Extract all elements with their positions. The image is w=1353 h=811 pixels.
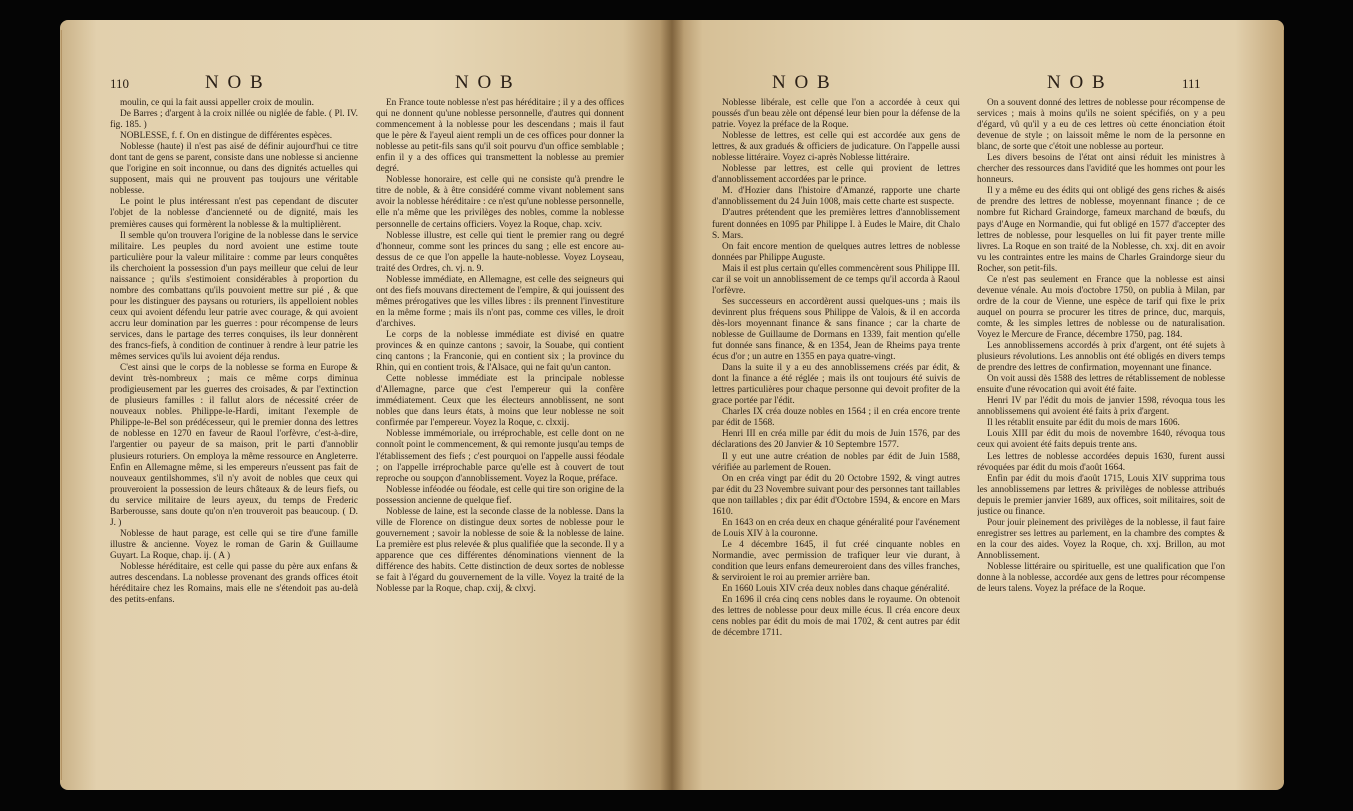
paragraph: Noblesse littéraire ou spirituelle, est une qualification que l'on donne à la noblesse, accordée aux gens de lettres pour récompense de leurs talens. Voyez la préface de la Roque. [977,561,1225,595]
paragraph: De Barres ; d'argent à la croix nillée ou niglée de fable. ( Pl. IV. fig. 185. ) [110,109,358,131]
paragraph: Les lettres de noblesse accordées depuis 1630, furent aussi révoquées par édit du mois d'août 1664. [977,451,1225,473]
book-gutter [660,20,684,790]
paragraph: Noblesse immémoriale, ou irréprochable, est celle dont on ne connoît point le commencement, & qui remonte jusqu'au temps de l'établissement des fiefs ; c'est pourquoi on l'appelle aussi féodale ; on l'appelle irréprochable parce qu'elle est à couvert de tout reproche ou soupçon d'annoblissement. Voyez la Roque, préface. [376,429,624,484]
text-column [712,98,960,738]
paragraph: En France toute noblesse n'est pas héréditaire ; il y a des offices qui ne donnent qu'une noblesse personnelle, d'autres qui donnent commencement à la noblesse pour les descendans ; mais il faut que le père & l'ayeul aient rempli un de ces offices pour donner la noblesse au petit-fils sans qu'il soit pourvu d'un office semblable ; enfin il y a des offices qui transmettent la noblesse au premier degré. [376,98,624,175]
paragraph: On en créa vingt par édit du 20 Octobre 1592, & vingt autres par édit du 23 Novembre suivant pour des personnes tant taillables que non taillables ; dix par édit d'Octobre 1594, & encore en Mars 1610. [712,473,960,517]
paragraph: Ce n'est pas seulement en France que la noblesse est ainsi devenue vénale. Au mois d'octobre 1750, on publia à Milan, par ordre de la cour de Vienne, une espèce de tarif qui fixe le prix auquel on pourra se procurer les titres de prince, duc, marquis, comte, & les simples lettres de noblesse ou de naturalisation. Voyez le Mercure de France, décembre 1750, pag. 184. [977,274,1225,340]
running-head: N O B [772,72,832,93]
paragraph: Enfin par édit du mois d'août 1715, Louis XIV supprima tous les annoblissemens par lettres & privilèges de noblesse attribués depuis le premier janvier 1689, aux offices, soit militaires, soit de justice ou finance. [977,473,1225,517]
paragraph: Noblesse de haut parage, est celle qui se tire d'une famille illustre & ancienne. Voyez le roman de Garin & Guillaume Guyart. La Roque, chap. ij. ( A ) [110,528,358,561]
text-column [977,98,1225,738]
paragraph: Noblesse illustre, est celle qui tient le premier rang ou degré d'honneur, comme sont les princes du sang ; elle est encore au-dessus de ce que l'on appelle la haute-noblesse. Voyez Loyseau, traité des Ordres, ch. vj. n. 9. [376,230,624,274]
text-column [376,98,624,738]
paragraph: Il y a même eu des édits qui ont obligé des gens riches & aisés de prendre des lettres de noblesse, moyennant finance ; de ce nombre fut Richard Graindorge, fameux marchand de bœufs, du pays d'Auge en Normandie, qui fut obligé en 1577 d'accepter des lettres de noblesse, pour lesquelles on lui fit payer trente mille livres. La Roque en son traité de la Noblesse, ch. xxj. dit en avoir vu les contraintes entre les mains de Charles Graindorge sieur du Rocher, son petit-fils. [977,186,1225,274]
running-head: N O B [205,72,265,93]
paragraph: M. d'Hozier dans l'histoire d'Amanzé, rapporte une charte d'annoblissement du 24 Juin 1008, mais cette charte est suspecte. [712,186,960,208]
paragraph: Le 4 décembre 1645, il fut créé cinquante nobles en Normandie, avec permission de trafiquer leur vie durant, à condition que leurs enfans demeureroient dans des villes franches, & serviroient le roi au premier arrière ban. [712,539,960,584]
paragraph: Noblesse libérale, est celle que l'on a accordée à ceux qui poussés d'un beau zèle ont dépensé leur bien pour la défense de la patrie. Voyez la préface de la Roque. [712,98,960,131]
paragraph: Il les rétablit ensuite par édit du mois de mars 1606. [987,418,1180,429]
paragraph: Henri IV par l'édit du mois de janvier 1598, révoqua tous les annoblissemens qui avoient été faits à prix d'argent. [977,396,1225,418]
paragraph: Il semble qu'on trouvera l'origine de la noblesse dans le service militaire. Les peuples du nord avoient une estime toute particulière pour la valeur militaire : comme par leurs conquêtes ils cherchoient la possession d'un pays meilleur que celui de leur naissance ; qu'ils s'estimoient considérables à proportion du nombre des combattans qu'ils pouvoient mettre sur pié , & que pour les distinguer des paysans ou roturiers, ils appelloient nobles ceux qui avoient défendu leur patrie avec courage, & qui avoient accru leur domination par les guerres : pour récompense de leurs services, dans le partage des terres conquises, ils leur donnèrent des francs-fiefs, à condition de continuer à rendre à leur patrie les mêmes services qu'ils lui avoient déja rendus. [110,230,358,363]
paragraph: Le corps de la noblesse immédiate est divisé en quatre provinces & en quinze cantons ; savoir, la Souabe, qui contient cinq cantons ; la Franconie, qui en contient six ; la province du Rhin, qui en contient trois, & l'Alsace, qui ne fait qu'un canton. [376,329,624,374]
paragraph: Charles IX créa douze nobles en 1564 ; il en créa encore trente par édit de 1568. [712,407,960,429]
right-page-edge [1282,30,1284,780]
paragraph: En 1696 il créa cinq cens nobles dans le royaume. On obtenoit des lettres de noblesse pour deux mille écus. Il créa encore deux cens nobles par édit du mois de mai 1702, & cent autres par édit de décembre 1711. [712,595,960,639]
right-page-header [712,72,1232,96]
paragraph: NOBLESSE, f. f. On en distingue de différentes espèces. [120,131,333,142]
paragraph: Noblesse immédiate, en Allemagne, est celle des seigneurs qui ont des fiefs mouvans directement de l'empire, & qui jouissent des mêmes prérogatives que les villes libres : ils prennent l'investiture en la même forme ; mais ils n'ont pas, comme ces villes, le droit d'archives. [376,274,624,329]
paragraph: En 1643 on en créa deux en chaque généralité pour l'avénement de Louis XIV à la couronne. [712,517,960,539]
page-number: 110 [110,76,130,91]
paragraph: Ses successeurs en accordèrent aussi quelques-uns ; mais ils devinrent plus fréquens sous Philippe de Valois, & il en accorda dès-lors moyennant finance & sans finance ; car la charte de noblesse de Guillaume de Dormans en 1339, fait mention qu'elle fut donnée sans finance, & en 1354, Jean de Rheims paya trente écus d'or ; un autre en 1355 en paya quatre-vingt. [712,296,960,363]
paragraph: Les divers besoins de l'état ont ainsi réduit les ministres à chercher des ressources dans l'avidité que les hommes ont pour les honneurs. [977,153,1225,186]
paragraph: Noblesse (haute) il n'est pas aisé de définir aujourd'hui ce titre dont tant de gens se parent, consiste dans une noblesse si ancienne que l'origine en soit inconnue, ou dans des dignités actuelles qui supposent, mais qui ne prouvent pas toujours une véritable noblesse. [110,142,358,197]
text-column [110,98,358,738]
paragraph: Noblesse de laine, est la seconde classe de la noblesse. Dans la ville de Florence on distingue deux sortes de noblesse pour le gouvernement ; savoir la noblesse de soie & la noblesse de laine. La première est plus relevée & plus qualifiée que la seconde. Il y a apparence que ces différentes dénominations viennent de la différence des habits. Cette distinction de deux sortes de noblesse se fait à l'égard du gouvernement de la ville. Voyez la traité de la Noblesse par la Roque, chap. cxij, & clxvj. [376,506,624,595]
paragraph: Noblesse héréditaire, est celle qui passe du père aux enfans & autres descendans. La noblesse provenant des grands offices étoit héréditaire chez les Romains, mais elle ne s'étendoit pas au-delà des petits-enfans. [110,561,358,606]
paragraph: Henri III en créa mille par édit du mois de Juin 1576, par des déclarations des 20 Janvier & 10 Septembre 1577. [712,429,960,451]
paragraph: Louis XIII par édit du mois de novembre 1640, révoqua tous ceux qui avoient été faits depuis trente ans. [977,429,1225,451]
paragraph: moulin, ce qui la fait aussi appeller croix de moulin. [120,98,314,108]
running-head: N O B [455,72,515,93]
paragraph: Les annoblissemens accordés à prix d'argent, ont été sujets à plusieurs révolutions. Les annoblis ont été obligés en divers temps de prendre des lettres de confirmation, moyennant une finance. [977,341,1225,374]
paragraph: On a souvent donné des lettres de noblesse pour récompense de services ; mais à moins qu'ils ne soient spécifiés, on y a peu d'égard, vû qu'il y a eu de ces lettres où cette énonciation étoit devenue de style ; on laissoit même le nom de la personne en blanc, de sorte que c'étoit une noblesse au porteur. [977,98,1225,153]
paragraph: On fait encore mention de quelques autres lettres de noblesse données par Philippe Auguste. [712,241,960,263]
paragraph: Dans la suite il y a eu des annoblissemens créés par édit, & dont la finance a été réglée ; mais ils ont toujours été suivis de lettres particulières pour chaque personne qui devoit profiter de la grace portée par l'édit. [712,363,960,407]
paragraph: On voit aussi dès 1588 des lettres de rétablissement de noblesse ensuite d'une révocation qui avoit été faite. [977,374,1225,396]
running-head: N O B [1047,72,1107,93]
open-book [60,20,1290,790]
paragraph: Pour jouir pleinement des privilèges de la noblesse, il faut faire enregistrer ses lettres au parlement, en la chambre des comptes & en la cour des aides. Voyez la Roque, ch. xxj. Brillon, au mot Annoblissement. [977,517,1225,561]
paragraph: Noblesse par lettres, est celle qui provient de lettres d'annoblissement accordées par le prince. [712,164,960,186]
right-page [672,20,1284,790]
paragraph: C'est ainsi que le corps de la noblesse se forma en Europe & devint très-nombreux ; mais ce même corps diminua prodigieusement par les guerres des croisades, & par l'extinction de plusieurs familles : il fallut alors de nécessité créer de nouveaux nobles. Philippe-le-Hardi, imitant l'exemple de Philippe-le-Bel son prédécesseur, qui le premier donna des lettres de noblesse en 1270 en faveur de Raoul l'orfèvre, c'est-à-dire, l'argentier ou payeur de sa maison, prit le parti d'annoblir plusieurs roturiers. On employa la même ressource en Angleterre. Enfin en Allemagne même, si les empereurs n'eussent pas fait de nouveaux gentilshommes, s'il n'y avoit de nobles que ceux qui prouveroient la possession de leurs châteaux & de leurs fiefs, ou du service militaire de leurs ayeux, du temps de Frederic Barberousse, sans doute qu'on n'en trouveroit pas beaucoup. ( D. J. ) [110,363,358,528]
paragraph: En 1660 Louis XIV créa deux nobles dans chaque généralité. [722,584,950,595]
paragraph: Il y eut une autre création de nobles par édit de Juin 1588, vérifiée au parlement de Rouen. [712,451,960,473]
paragraph: Cette noblesse immédiate est la principale noblesse d'Allemagne, parce que c'est l'empereur qui la confère immédiatement. Ceux que les électeurs annoblissent, ne sont nobles que dans leurs états, à moins que leur noblesse ne soit confirmée par l'empereur. Voyez la Roque, c. clxxij. [376,374,624,429]
left-page-edge [60,30,62,780]
paragraph: D'autres prétendent que les premières lettres d'annoblissement furent données en 1095 par Philippe I. à Eudes le Maire, dit Chalo S. Mars. [712,208,960,241]
page-number: 111 [1182,76,1201,91]
paragraph: Noblesse inféodée ou féodale, est celle qui tire son origine de la possession ancienne de quelque fief. [376,484,624,506]
paragraph: Noblesse de lettres, est celle qui est accordée aux gens de lettres, & aux gradués & officiers de judicature. On l'appelle aussi noblesse littéraire. Voyez ci-après Noblesse littéraire. [712,131,960,164]
left-page [60,20,672,790]
paragraph: Le point le plus intéressant n'est pas cependant de discuter l'objet de la noblesse d'ancienneté ou de dignité, mais les premières causes qui formèrent la noblesse & la multiplièrent. [110,197,358,230]
paragraph: Mais il est plus certain qu'elles commencèrent sous Philippe III. car il se voit un annoblissement de ce temps qu'il accorda à Raoul l'orfèvre. [712,263,960,296]
paragraph: Noblesse honoraire, est celle qui ne consiste qu'à prendre le titre de noble, & à être considéré comme vivant noblement sans avoir la noblesse héréditaire : ce n'est qu'une noblesse personnelle, elle n'a même que les privilèges des nobles, comme la noblesse personnelle de certains officiers. Voyez la Roque, chap. xciv. [376,175,624,230]
left-page-header [110,72,630,96]
